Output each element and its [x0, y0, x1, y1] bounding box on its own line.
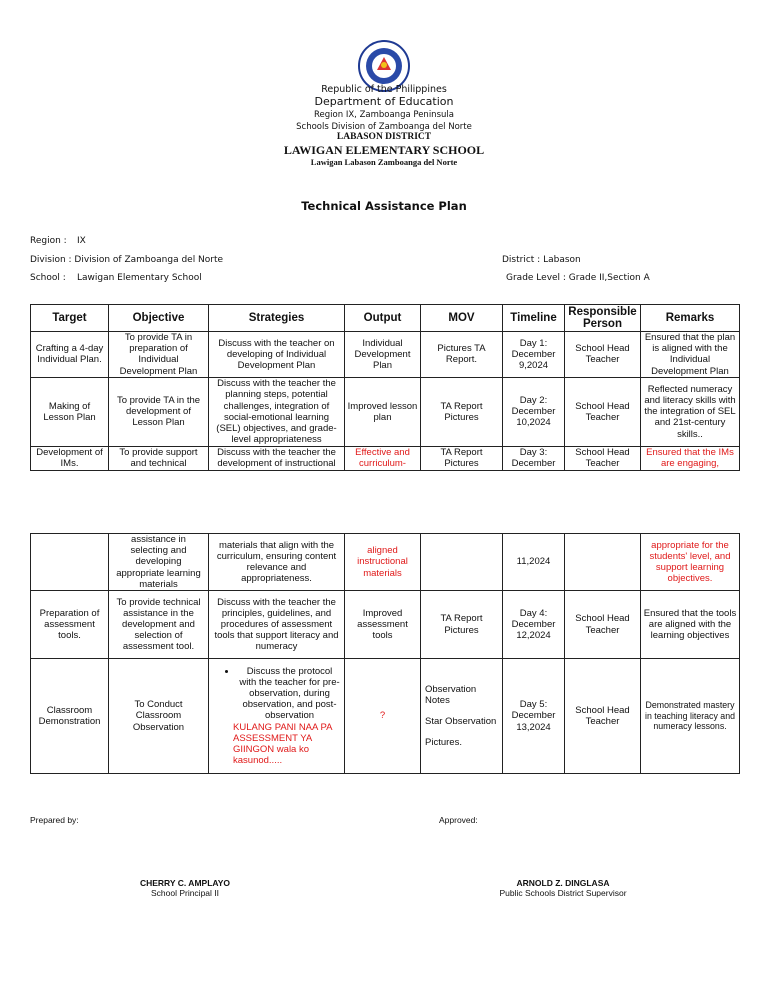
ta-plan-table-page2 — [30, 533, 740, 774]
table-header-row — [31, 305, 740, 332]
cell-strategy: materials that align with the curriculum, ensuring content relevance and appropriateness. — [209, 534, 345, 591]
page-title: Technical Assistance Plan — [301, 199, 467, 213]
cell-mov: Pictures TA Report. — [421, 332, 503, 378]
mov-pictures: Pictures. — [425, 737, 462, 749]
cell-objective: To Conduct Classroom Observation — [109, 659, 209, 774]
cell-person: School Head Teacher — [565, 332, 641, 378]
cell-strategy: Discuss with the teacher the planning steps, potential challenges, integration of social-emotional learning (SEL) objectives, and grade-level appropriateness — [209, 377, 345, 446]
district-info: District : Labason — [502, 255, 581, 265]
cell-strategy: Discuss with the teacher the principles, guidelines, and procedures of assessment tools that support literacy and numeracy — [209, 591, 345, 659]
cell-output: ? — [345, 659, 421, 774]
approver-title: Public Schools District Supervisor — [499, 888, 627, 898]
cell-output: aligned instructional materials — [345, 534, 421, 591]
preparer-title: School Principal II — [150, 888, 220, 898]
cell-person: School Head Teacher — [565, 377, 641, 446]
cell-remarks: Reflected numeracy and literacy skills with the integration of SEL and 21st-century skills.. — [641, 377, 740, 446]
header-responsible-person: Responsible Person — [565, 305, 641, 332]
prepared-by-label: Prepared by: — [30, 815, 79, 825]
cell-mov — [421, 534, 503, 591]
table-row — [31, 446, 740, 470]
approved-label: Approved: — [439, 815, 478, 825]
cell-remarks: Ensured that the IMs are engaging, — [641, 446, 740, 470]
grade-info: Grade Level : Grade II,Section A — [506, 273, 650, 283]
table-row — [31, 591, 740, 659]
strategy-bullet: • Discuss the protocol with the teacher for pre-observation, during observation, and post-observation — [237, 666, 342, 722]
cell-target: Making of Lesson Plan — [31, 377, 109, 446]
school-name: LAWIGAN ELEMENTARY SCHOOL — [283, 143, 485, 157]
header-timeline: Timeline — [503, 305, 565, 332]
header-output: Output — [345, 305, 421, 332]
school-address: Lawigan Labason Zamboanga del Norte — [310, 157, 458, 167]
cell-strategy: Discuss with the teacher the development of instructional — [209, 446, 345, 470]
cell-timeline: Day 3: December — [503, 446, 565, 470]
cell-objective: To provide TA in preparation of Individual Development Plan — [109, 332, 209, 378]
cell-person — [565, 534, 641, 591]
cell-remarks: Ensured that the tools are aligned with the learning objectives — [641, 591, 740, 659]
cell-mov: TA Report Pictures — [421, 591, 503, 659]
division-line: Schools Division of Zamboanga del Norte — [296, 122, 472, 132]
table-row — [31, 377, 740, 446]
table-row — [31, 332, 740, 378]
mov-observation-notes: Observation Notes — [425, 683, 477, 706]
cell-output: Effective and curriculum- — [345, 446, 421, 470]
table-row — [31, 659, 740, 774]
cell-remarks: Ensured that the plan is aligned with the Individual Development Plan — [641, 332, 740, 378]
ta-plan-table-page1 — [30, 304, 740, 471]
school-value: Lawigan Elementary School — [77, 273, 202, 283]
cell-objective: To provide TA in the development of Lesson Plan — [109, 377, 209, 446]
mov-star-observation: Star Observation — [425, 716, 497, 728]
cell-mov — [421, 659, 503, 774]
cell-timeline: Day 5: December 13,2024 — [503, 659, 565, 774]
cell-objective: To provide support and technical — [109, 446, 209, 470]
cell-objective: To provide technical assistance in the development and selection of assessment tool. — [109, 591, 209, 659]
cell-timeline: Day 1: December 9,2024 — [503, 332, 565, 378]
region-line: Region IX, Zamboanga Peninsula — [314, 110, 454, 120]
approver-name: ARNOLD Z. DINGLASA — [516, 878, 610, 888]
cell-remarks: Demonstrated mastery in teaching literacy and numeracy lessons. — [641, 659, 740, 774]
region-value: IX — [77, 236, 86, 246]
header-strategies: Strategies — [209, 305, 345, 332]
header-target: Target — [31, 305, 109, 332]
header-remarks: Remarks — [641, 305, 740, 332]
cell-output: Improved lesson plan — [345, 377, 421, 446]
cell-remarks: appropriate for the students' level, and support learning objectives. — [641, 534, 740, 591]
table-row — [31, 534, 740, 591]
cell-person: School Head Teacher — [565, 446, 641, 470]
cell-timeline: 11,2024 — [503, 534, 565, 591]
school-label: School : — [30, 273, 66, 283]
cell-mov: TA Report Pictures — [421, 377, 503, 446]
cell-mov: TA Report Pictures — [421, 446, 503, 470]
department-line: Department of Education — [314, 95, 454, 108]
republic-line: Republic of the Philippines — [321, 84, 447, 95]
cell-timeline: Day 2: December 10,2024 — [503, 377, 565, 446]
district-line: LABASON DISTRICT — [336, 132, 432, 142]
strategy-note: KULANG PANI NAA PA ASSESSMENT YA GIINGON wala ko kasunod..... — [233, 721, 332, 767]
cell-objective: assistance in selecting and developing appropriate learning materials — [109, 534, 209, 591]
cell-timeline: Day 4: December 12,2024 — [503, 591, 565, 659]
cell-target: Classroom Demonstration — [31, 659, 109, 774]
header-objective: Objective — [109, 305, 209, 332]
cell-person: School Head Teacher — [565, 591, 641, 659]
cell-target: Development of IMs. — [31, 446, 109, 470]
cell-target: Crafting a 4-day Individual Plan. — [31, 332, 109, 378]
preparer-name: CHERRY C. AMPLAYO — [139, 878, 231, 888]
cell-strategy: Discuss with the teacher on developing of Individual Development Plan — [209, 332, 345, 378]
header-mov: MOV — [421, 305, 503, 332]
division-info: Division : Division of Zamboanga del Norte — [30, 255, 224, 265]
cell-output: Improved assessment tools — [345, 591, 421, 659]
cell-person: School Head Teacher — [565, 659, 641, 774]
cell-target: Preparation of assessment tools. — [31, 591, 109, 659]
cell-target — [31, 534, 109, 591]
cell-strategy — [209, 659, 345, 774]
region-label: Region : — [30, 236, 67, 246]
cell-output: Individual Development Plan — [345, 332, 421, 378]
